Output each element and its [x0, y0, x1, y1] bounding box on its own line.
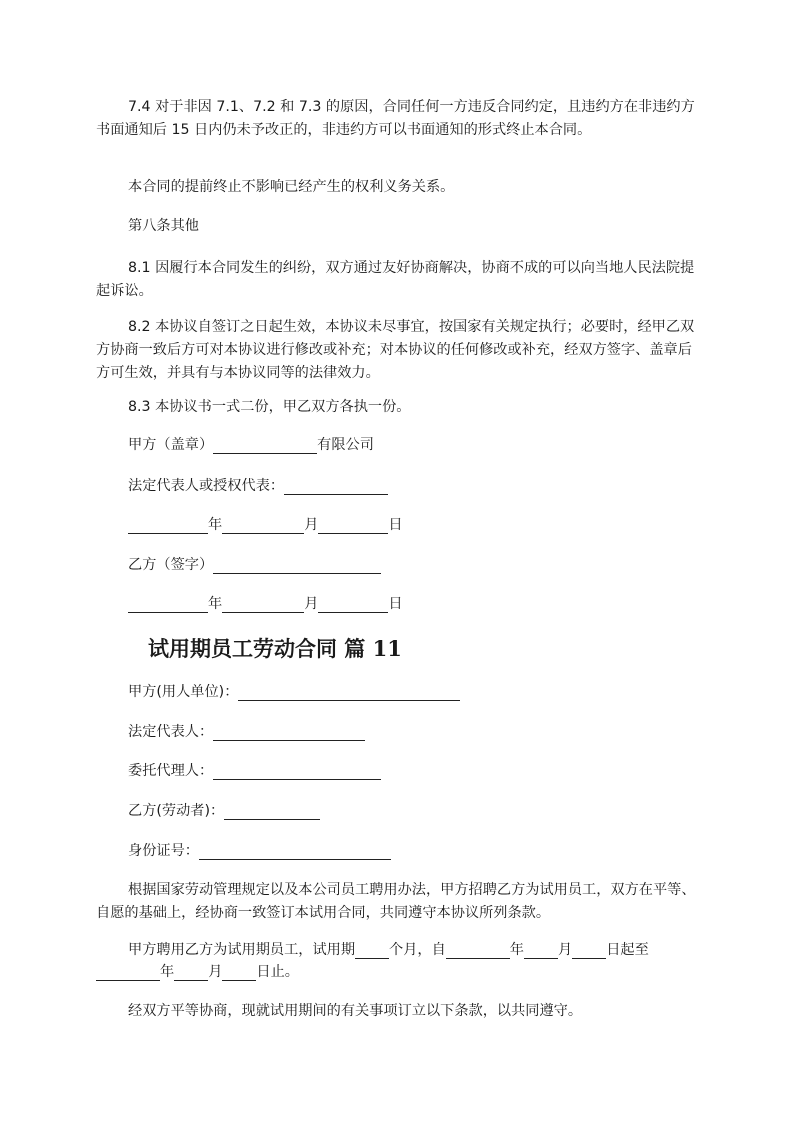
legal-rep-line-new: [128, 720, 365, 744]
probation-text-f: 年: [160, 964, 175, 980]
probation-text-h: 日止。: [256, 964, 299, 980]
party-b-worker-label: 乙方(劳动者)：: [128, 803, 225, 819]
party-a-employer-blank[interactable]: [238, 682, 460, 701]
agreement-statement: 经双方平等协商，现就试用期间的有关事项订立以下条款，以共同遵守。: [128, 1003, 583, 1019]
article-8-title: 第八条其他: [128, 218, 199, 234]
probation-line-1: [128, 938, 649, 962]
party-b-sign-blank[interactable]: [213, 555, 381, 574]
legal-rep-label: 法定代表人或授权代表：: [128, 478, 285, 494]
section-heading: 试用期员工劳动合同 篇 11: [148, 636, 402, 661]
month-label: 月: [304, 596, 319, 612]
day-label: 日: [388, 596, 403, 612]
legal-rep-line: [128, 474, 388, 498]
party-a-company-suffix: 有限公司: [317, 437, 374, 453]
end-month-blank[interactable]: [174, 962, 208, 981]
legal-rep-blank-new[interactable]: [213, 722, 365, 741]
party-b-worker-line: [128, 799, 320, 823]
year-blank[interactable]: [128, 594, 208, 613]
probation-text-d: 月: [557, 942, 573, 958]
day-label: 日: [388, 517, 403, 533]
start-day-blank[interactable]: [572, 940, 606, 959]
year-label: 年: [208, 596, 223, 612]
month-label: 月: [304, 517, 319, 533]
month-blank[interactable]: [222, 515, 304, 534]
clause-8-2: 8.2 本协议自签订之日起生效，本协议未尽事宜，按国家有关规定执行；必要时，经甲乙双方协商一致后方可对本协议进行修改或补充；对本协议的任何修改或补充，经双方签字、盖章后方可生效，并具有与本协议同等的法律效力。: [96, 319, 695, 381]
start-month-blank[interactable]: [524, 940, 558, 959]
party-a-employer-label: 甲方(用人单位)：: [128, 684, 239, 700]
id-number-label: 身份证号：: [128, 843, 199, 859]
id-number-line: [128, 839, 391, 863]
probation-months-blank[interactable]: [355, 940, 389, 959]
probation-text-e: 日起至: [606, 942, 649, 958]
year-blank[interactable]: [128, 515, 208, 534]
probation-line-2: [96, 960, 299, 984]
date-line-a: [128, 513, 403, 537]
day-blank[interactable]: [318, 515, 388, 534]
day-blank[interactable]: [318, 594, 388, 613]
clause-7-4: 7.4 对于非因 7.1、7.2 和 7.3 的原因，合同任何一方违反合同约定，且违约方在非违约方书面通知后 15 日内仍未予改正的，非违约方可以书面通知的形式终止本合同。: [96, 99, 695, 138]
agent-line: [128, 759, 381, 783]
probation-text-g: 月: [208, 964, 223, 980]
party-a-seal-line: [128, 433, 374, 457]
start-year-blank[interactable]: [446, 940, 510, 959]
party-b-sign-line: [128, 553, 381, 577]
end-day-blank[interactable]: [222, 962, 256, 981]
party-a-employer-line: [128, 680, 460, 704]
legal-rep-label-new: 法定代表人：: [128, 724, 214, 740]
party-b-sign-label: 乙方（签字）: [128, 557, 214, 573]
agent-label: 委托代理人：: [128, 763, 214, 779]
party-a-seal-label: 甲方（盖章）: [128, 437, 214, 453]
agent-blank[interactable]: [213, 761, 381, 780]
party-b-worker-blank[interactable]: [224, 801, 320, 820]
clause-8-3: 8.3 本协议书一式二份，甲乙双方各执一份。: [128, 399, 411, 415]
termination-note: 本合同的提前终止不影响已经产生的权利义务关系。: [128, 179, 455, 195]
id-number-blank[interactable]: [199, 841, 391, 860]
probation-text-b: 个月，自: [389, 942, 446, 958]
date-line-b: [128, 592, 403, 616]
contract-basis: 根据国家劳动管理规定以及本公司员工聘用办法，甲方招聘乙方为试用员工，双方在平等、自愿的基础上，经协商一致签订本试用合同，共同遵守本协议所列条款。: [96, 882, 696, 921]
clause-8-1: 8.1 因履行本合同发生的纠纷，双方通过友好协商解决，协商不成的可以向当地人民法院提起诉讼。: [96, 260, 695, 299]
legal-rep-blank[interactable]: [284, 476, 388, 495]
end-year-blank[interactable]: [96, 962, 160, 981]
month-blank[interactable]: [222, 594, 304, 613]
party-a-company-blank[interactable]: [213, 435, 317, 454]
year-label: 年: [208, 517, 223, 533]
probation-text-c: 年: [509, 942, 524, 958]
probation-text-a: 甲方聘用乙方为试用期员工，试用期: [128, 942, 356, 958]
